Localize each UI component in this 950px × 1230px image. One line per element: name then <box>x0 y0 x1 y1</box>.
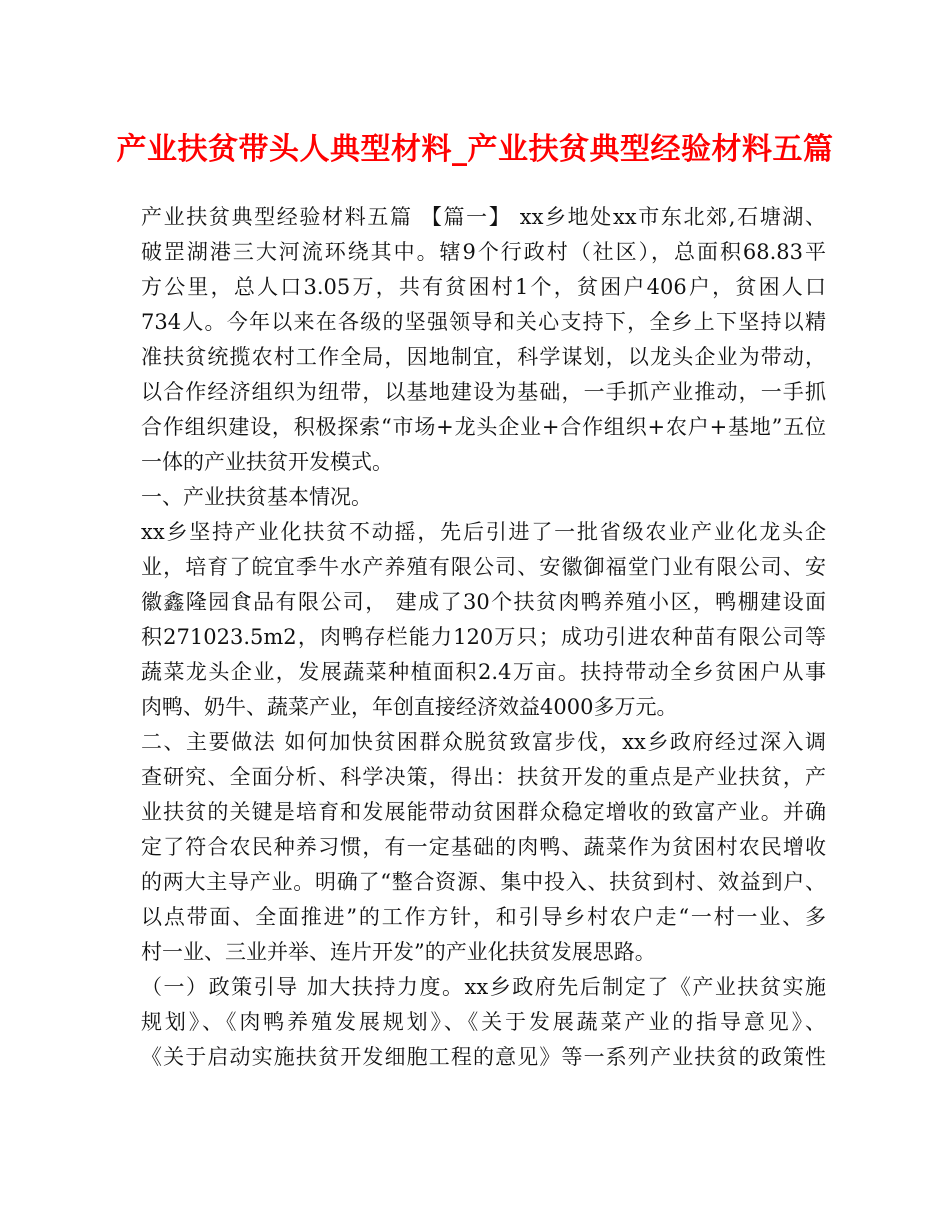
document-body <box>141 200 826 1075</box>
body-line: 查研究、全面分析、科学决策，得出：扶贫开发的重点是产业扶贫，产 <box>141 765 826 789</box>
subsection-heading: （一）政策引导 加大扶持力度。xx乡政府先后制定了《产业扶贫实施 <box>141 975 826 999</box>
body-line: 734人。今年以来在各级的坚强领导和关心支持下，全乡上下坚持以精 <box>141 310 826 334</box>
body-line: 肉鸭、奶牛、蔬菜产业，年创直接经济效益4000多万元。 <box>141 695 678 719</box>
body-line: 积271023.5m2，肉鸭存栏能力120万只；成功引进农种苗有限公司等 <box>141 625 826 649</box>
body-line: 准扶贫统揽农村工作全局，因地制宜，科学谋划，以龙头企业为带动， <box>141 345 826 369</box>
body-line: 方公里，总人口3.05万，共有贫困村1个，贫困户406户，贫困人口 <box>141 275 826 299</box>
document-title: 产业扶贫带头人典型材料_产业扶贫典型经验材料五篇 <box>116 132 834 167</box>
body-line: 以合作经济组织为纽带，以基地建设为基础，一手抓产业推动，一手抓 <box>141 380 826 404</box>
section-heading: 一、产业扶贫基本情况。 <box>141 485 372 509</box>
body-line: 合作组织建设，积极探索“市场+龙头企业+合作组织+农户+基地”五位 <box>141 415 826 439</box>
body-line: 定了符合农民种养习惯，有一定基础的肉鸭、蔬菜作为贫困村农民增收 <box>141 835 826 859</box>
body-line: xx乡坚持产业化扶贫不动摇，先后引进了一批省级农业产业化龙头企 <box>141 520 826 544</box>
body-line: 的两大主导产业。明确了“整合资源、集中投入、扶贫到村、效益到户、 <box>141 870 826 894</box>
body-line: 产业扶贫典型经验材料五篇 【篇一】 xx乡地处xx市东北郊,石塘湖、 <box>141 205 826 229</box>
body-line: 《关于启动实施扶贫开发细胞工程的意见》等一系列产业扶贫的政策性 <box>141 1045 826 1069</box>
body-line: 业，培育了皖宜季牛水产养殖有限公司、安徽御福堂门业有限公司、安 <box>141 555 826 579</box>
body-line: 破罡湖港三大河流环绕其中。辖9个行政村（社区），总面积68.83平 <box>141 240 826 264</box>
body-line: 以点带面、全面推进”的工作方针，和引导乡村农户走“一村一业、多 <box>141 905 826 929</box>
body-line: 村一业、三业并举、连片开发”的产业化扶贫发展思路。 <box>141 940 656 964</box>
body-line: 业扶贫的关键是培育和发展能带动贫困群众稳定增收的致富产业。并确 <box>141 800 826 824</box>
body-line: 一体的产业扶贫开发模式。 <box>141 450 393 474</box>
body-line: 徽鑫隆园食品有限公司， 建成了30个扶贫肉鸭养殖小区，鸭棚建设面 <box>141 590 826 614</box>
section-heading: 二、主要做法 如何加快贫困群众脱贫致富步伐，xx乡政府经过深入调 <box>141 730 826 754</box>
body-line: 蔬菜龙头企业，发展蔬菜种植面积2.4万亩。扶持带动全乡贫困户从事 <box>141 660 826 684</box>
body-line: 规划》、《肉鸭养殖发展规划》、《关于发展蔬菜产业的指导意见》、 <box>141 1010 826 1034</box>
